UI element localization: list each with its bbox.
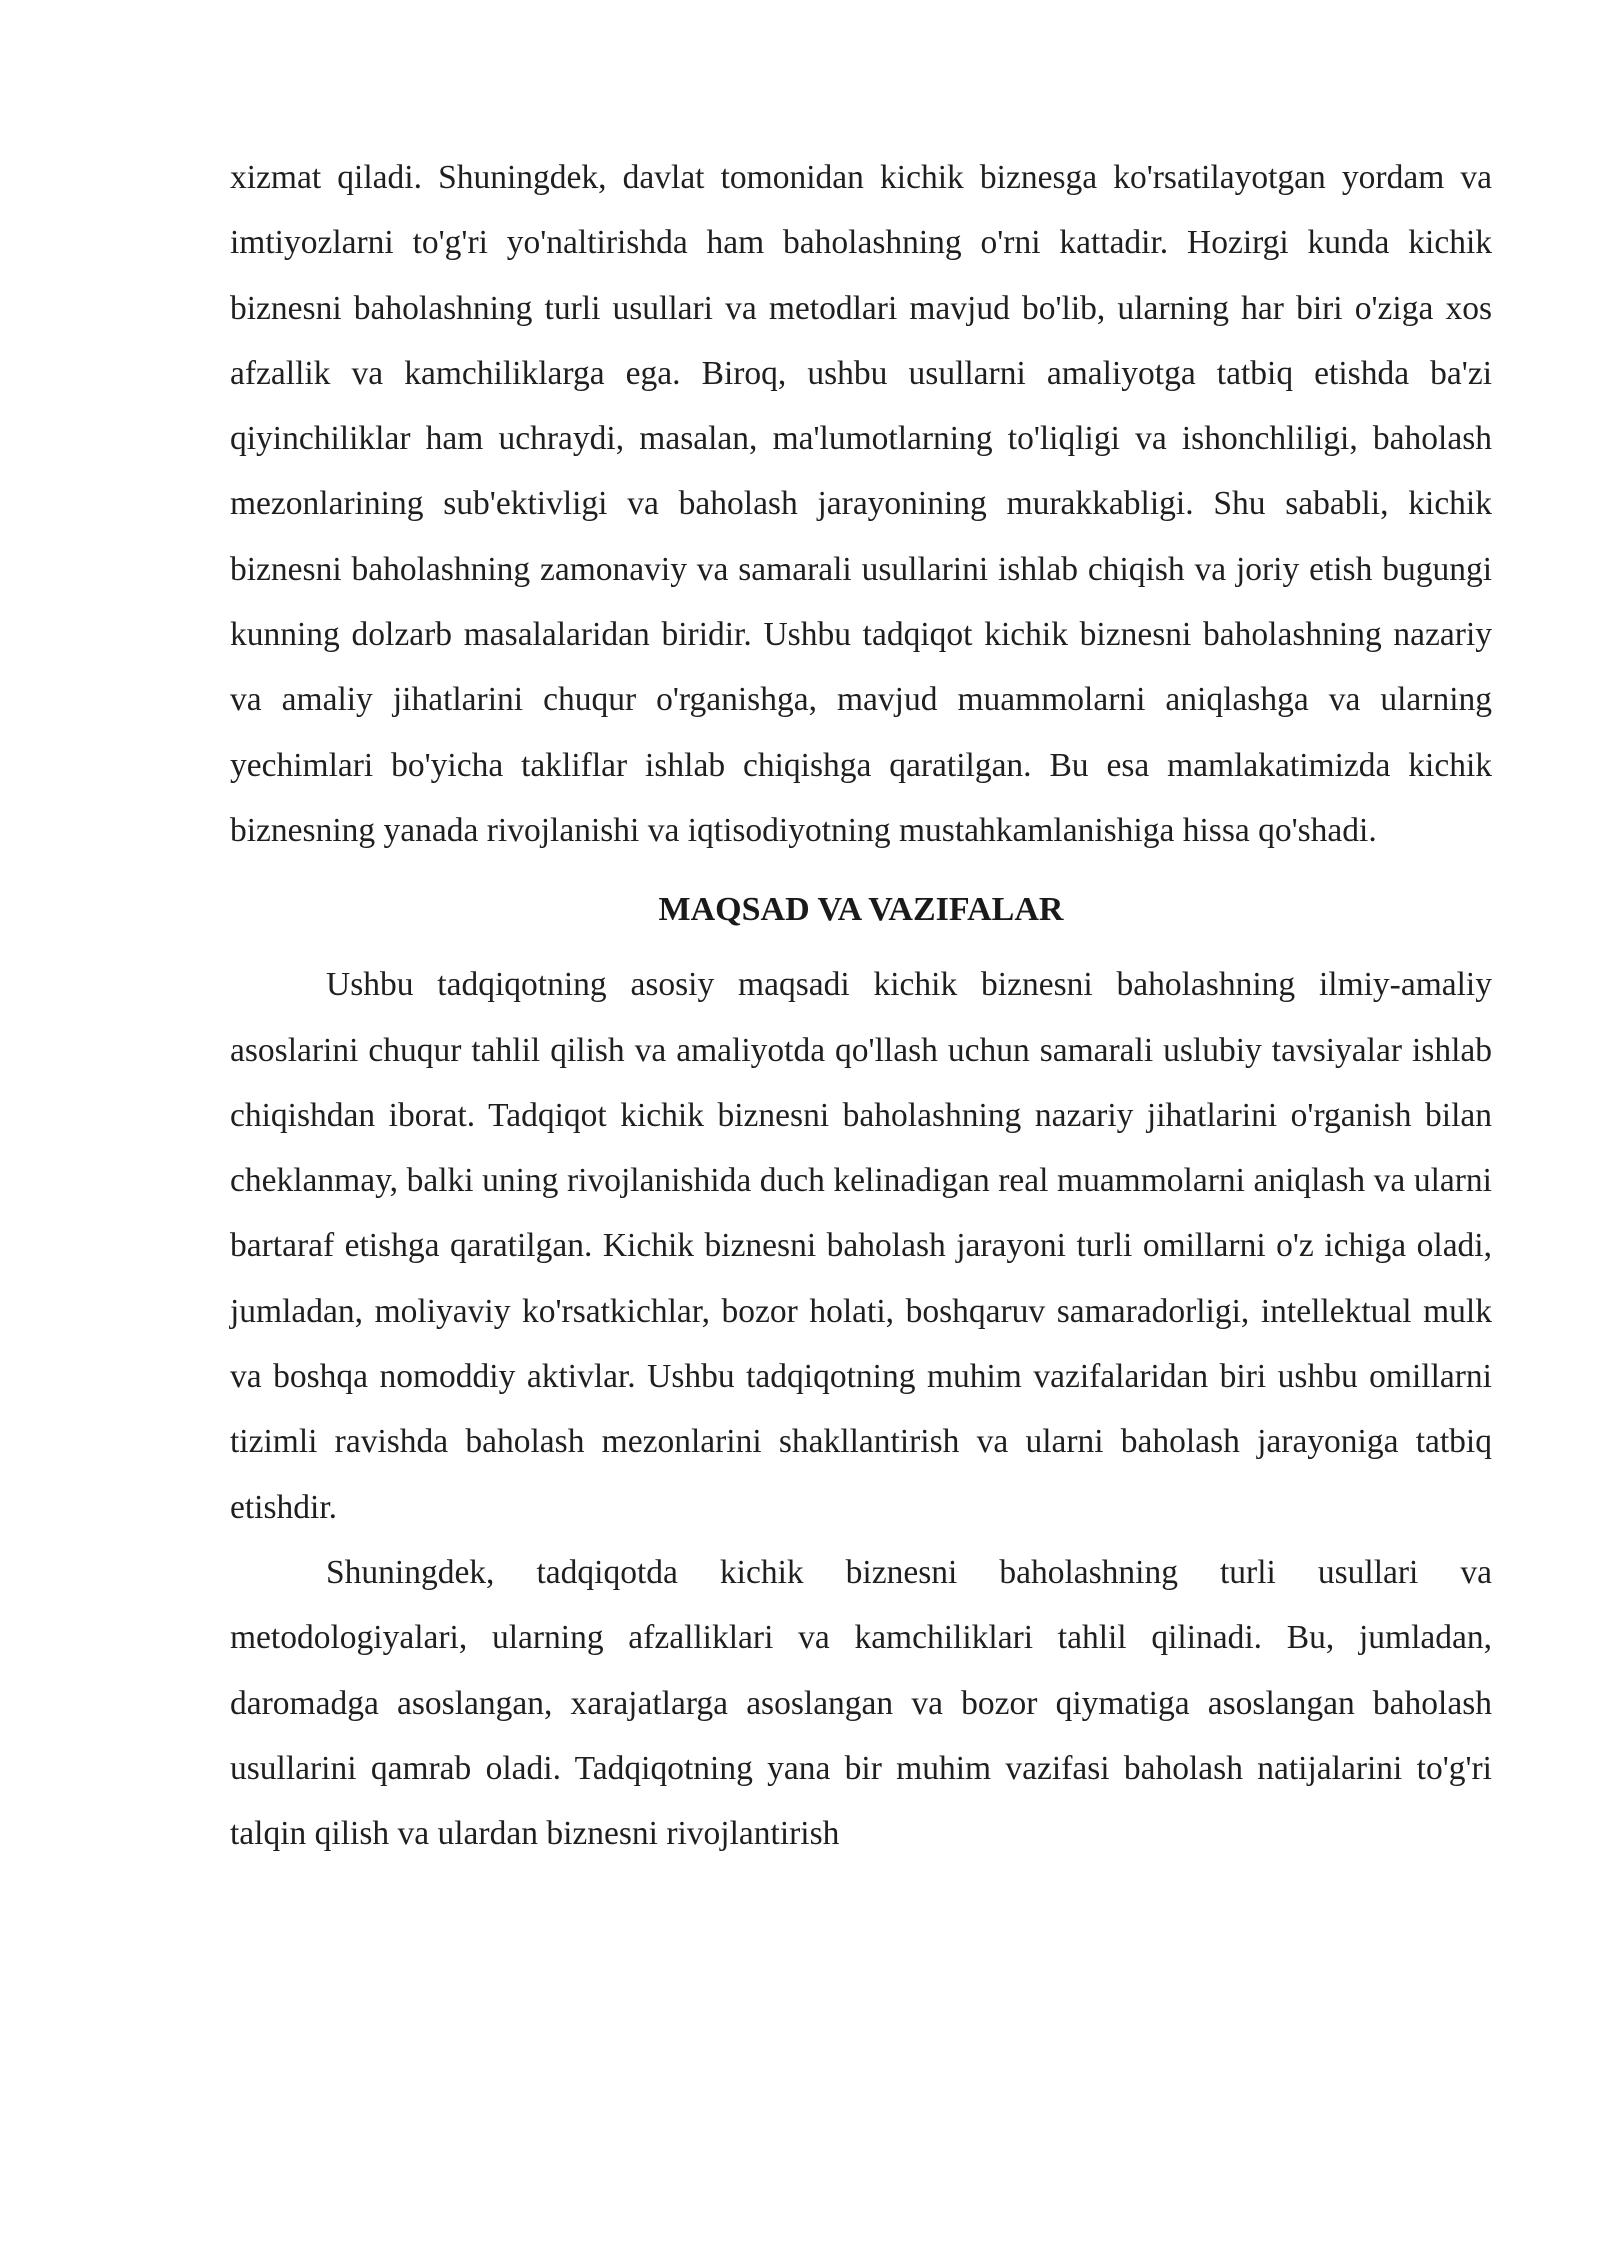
paragraph-goal: Ushbu tadqiqotning asosiy maqsadi kichik biznesni baholashning ilmiy-amaliy asoslarini chuqur tahlil qilish va amaliyotda qo'llash uchun samarali uslubiy tavsiyalar ishlab chiqishdan iborat. Tadqiqot kichik biznesni baholashning nazariy jihatlarini o'rganish bilan cheklanmay, balki uning rivojlanishida duch kelinadigan real muammolarni aniqlash va ularni bartaraf etishga qaratilgan. Kichik biznesni baholash jarayoni turli omillarni o'z ichiga oladi, jumladan, moliyaviy ko'rsatkichlar, bozor holati, boshqaruv samaradorligi, intellektual mulk va boshqa nomoddiy aktivlar. Ushbu tadqiqotning muhim vazifalaridan biri ushbu omillarni tizimli ravishda baholash mezonlarini shakllantirish va ularni baholash jarayoniga tatbiq etishdir. <box>230 966 1492 1526</box>
paragraph-tasks: Shuningdek, tadqiqotda kichik biznesni baholashning turli usullari va metodologiyalari, ularning afzalliklari va kamchiliklari tahlil qilinadi. Bu, jumladan, daromadga asoslangan, xarajatlarga asoslangan va bozor qiymatiga asoslangan baholash usullarini qamrab oladi. Tadqiqotning yana bir muhim vazifasi baholash natijalarini to'g'ri talqin qilish va ulardan biznesni rivojlantirish <box>230 1553 1492 1853</box>
document-body <box>230 145 1492 1866</box>
section-heading: MAQSAD VA VAZIFALAR <box>658 891 1064 929</box>
paragraph-intro-continued: xizmat qiladi. Shuningdek, davlat tomonidan kichik biznesga ko'rsatilayotgan yordam va imtiyozlarni to'g'ri yo'naltirishda ham baholashning o'rni kattadir. Hozirgi kunda kichik biznesni baholashning turli usullari va metodlari mavjud bo'lib, ularning har biri o'ziga xos afzallik va kamchiliklarga ega. Biroq, ushbu usullarni amaliyotga tatbiq etishda ba'zi qiyinchiliklar ham uchraydi, masalan, ma'lumotlarning to'liqligi va ishonchliligi, baholash mezonlarining sub'ektivligi va baholash jarayonining murakkabligi. Shu sababli, kichik biznesni baholashning zamonaviy va samarali usullarini ishlab chiqish va joriy etish bugungi kunning dolzarb masalalaridan biridir. Ushbu tadqiqot kichik biznesni baholashning nazariy va amaliy jihatlarini chuqur o'rganishga, mavjud muammolarni aniqlashga va ularning yechimlari bo'yicha takliflar ishlab chiqishga qaratilgan. Bu esa mamlakatimizda kichik biznesning yanada rivojlanishi va iqtisodiyotning mustahkamlanishiga hissa qo'shadi. <box>230 159 1492 849</box>
